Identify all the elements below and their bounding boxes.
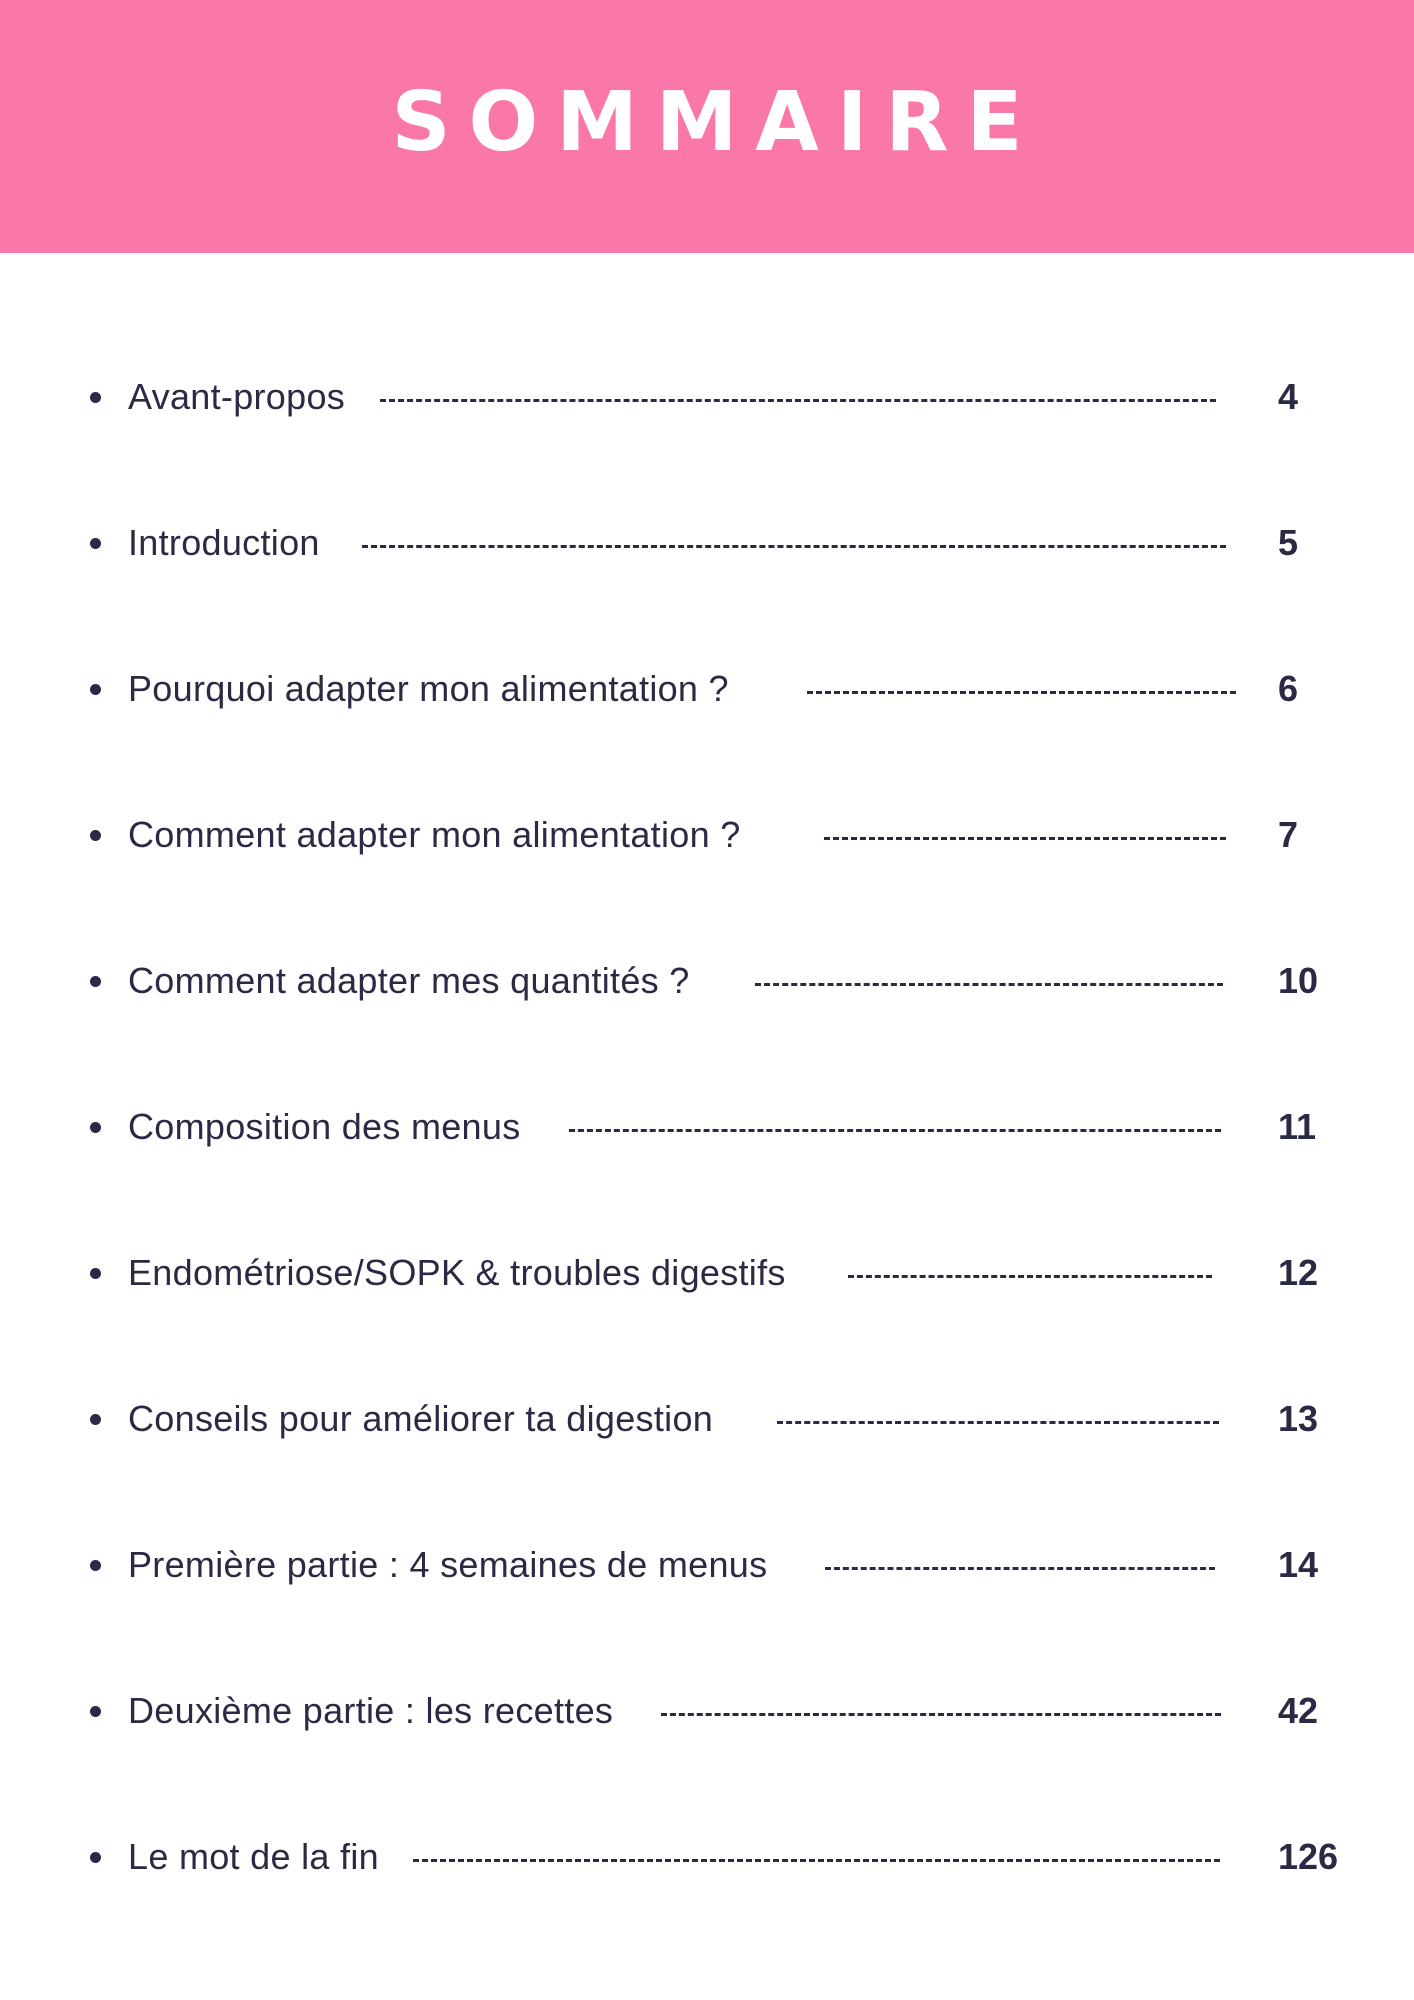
- dotted-leader: [825, 1567, 1215, 1570]
- toc-entry-mot-de-la-fin[interactable]: [90, 1827, 1390, 1887]
- toc-entry-composition-menus[interactable]: [90, 1097, 1390, 1157]
- toc-entry-label: Conseils pour améliorer ta digestion: [128, 1398, 714, 1439]
- page-title: SOMMAIRE: [391, 75, 1041, 170]
- toc-entry-page: 7: [1278, 814, 1299, 855]
- toc-entry-label: Deuxième partie : les recettes: [128, 1690, 614, 1731]
- toc-entry-page: 4: [1278, 376, 1299, 417]
- toc-entry-endometriose-sopk[interactable]: [90, 1243, 1390, 1303]
- bullet-icon: [90, 684, 101, 695]
- toc-entry-label: Comment adapter mes quantités ?: [128, 960, 690, 1001]
- dotted-leader: [848, 1275, 1212, 1278]
- toc-entry-label: Avant-propos: [128, 376, 346, 417]
- toc-entry-pourquoi-adapter[interactable]: [90, 659, 1390, 719]
- dotted-leader: [807, 691, 1236, 694]
- toc-entry-introduction[interactable]: [90, 513, 1390, 573]
- bullet-icon: [90, 392, 101, 403]
- toc-entry-page: 14: [1278, 1544, 1319, 1585]
- toc-entry-premiere-partie[interactable]: [90, 1535, 1390, 1595]
- toc-entry-comment-adapter-quantites[interactable]: [90, 951, 1390, 1011]
- toc-entry-label: Introduction: [128, 522, 320, 563]
- toc-entry-avant-propos[interactable]: [90, 367, 1390, 427]
- dotted-leader: [661, 1713, 1221, 1716]
- toc-entry-label: Composition des menus: [128, 1106, 521, 1147]
- toc-entry-page: 126: [1278, 1836, 1339, 1877]
- bullet-icon: [90, 976, 101, 987]
- toc-entry-page: 5: [1278, 522, 1299, 563]
- dotted-leader: [380, 399, 1216, 402]
- toc-entry-deuxieme-partie[interactable]: [90, 1681, 1390, 1741]
- bullet-icon: [90, 830, 101, 841]
- bullet-icon: [90, 1852, 101, 1863]
- toc-entry-page: 10: [1278, 960, 1319, 1001]
- toc-entry-label: Endométriose/SOPK & troubles digestifs: [128, 1252, 786, 1293]
- toc-entry-label: Première partie : 4 semaines de menus: [128, 1544, 768, 1585]
- toc-entry-page: 42: [1278, 1690, 1319, 1731]
- toc-entry-label: Le mot de la fin: [128, 1836, 379, 1877]
- bullet-icon: [90, 1122, 101, 1133]
- bullet-icon: [90, 1414, 101, 1425]
- bullet-icon: [90, 538, 101, 549]
- toc-entry-label: Comment adapter mon alimentation ?: [128, 814, 741, 855]
- dotted-leader: [755, 983, 1223, 986]
- bullet-icon: [90, 1268, 101, 1279]
- toc-entry-page: 6: [1278, 668, 1299, 709]
- toc-entry-page: 12: [1278, 1252, 1319, 1293]
- toc-entry-label: Pourquoi adapter mon alimentation ?: [128, 668, 729, 709]
- toc-entry-page: 11: [1278, 1106, 1317, 1147]
- toc-entry-conseils-digestion[interactable]: [90, 1389, 1390, 1449]
- dotted-leader: [413, 1859, 1220, 1862]
- dotted-leader: [824, 837, 1226, 840]
- toc-entry-page: 13: [1278, 1398, 1319, 1439]
- dotted-leader: [777, 1421, 1219, 1424]
- bullet-icon: [90, 1560, 101, 1571]
- dotted-leader: [362, 545, 1226, 548]
- toc-entry-comment-adapter-alimentation[interactable]: [90, 805, 1390, 865]
- bullet-icon: [90, 1706, 101, 1717]
- dotted-leader: [569, 1129, 1221, 1132]
